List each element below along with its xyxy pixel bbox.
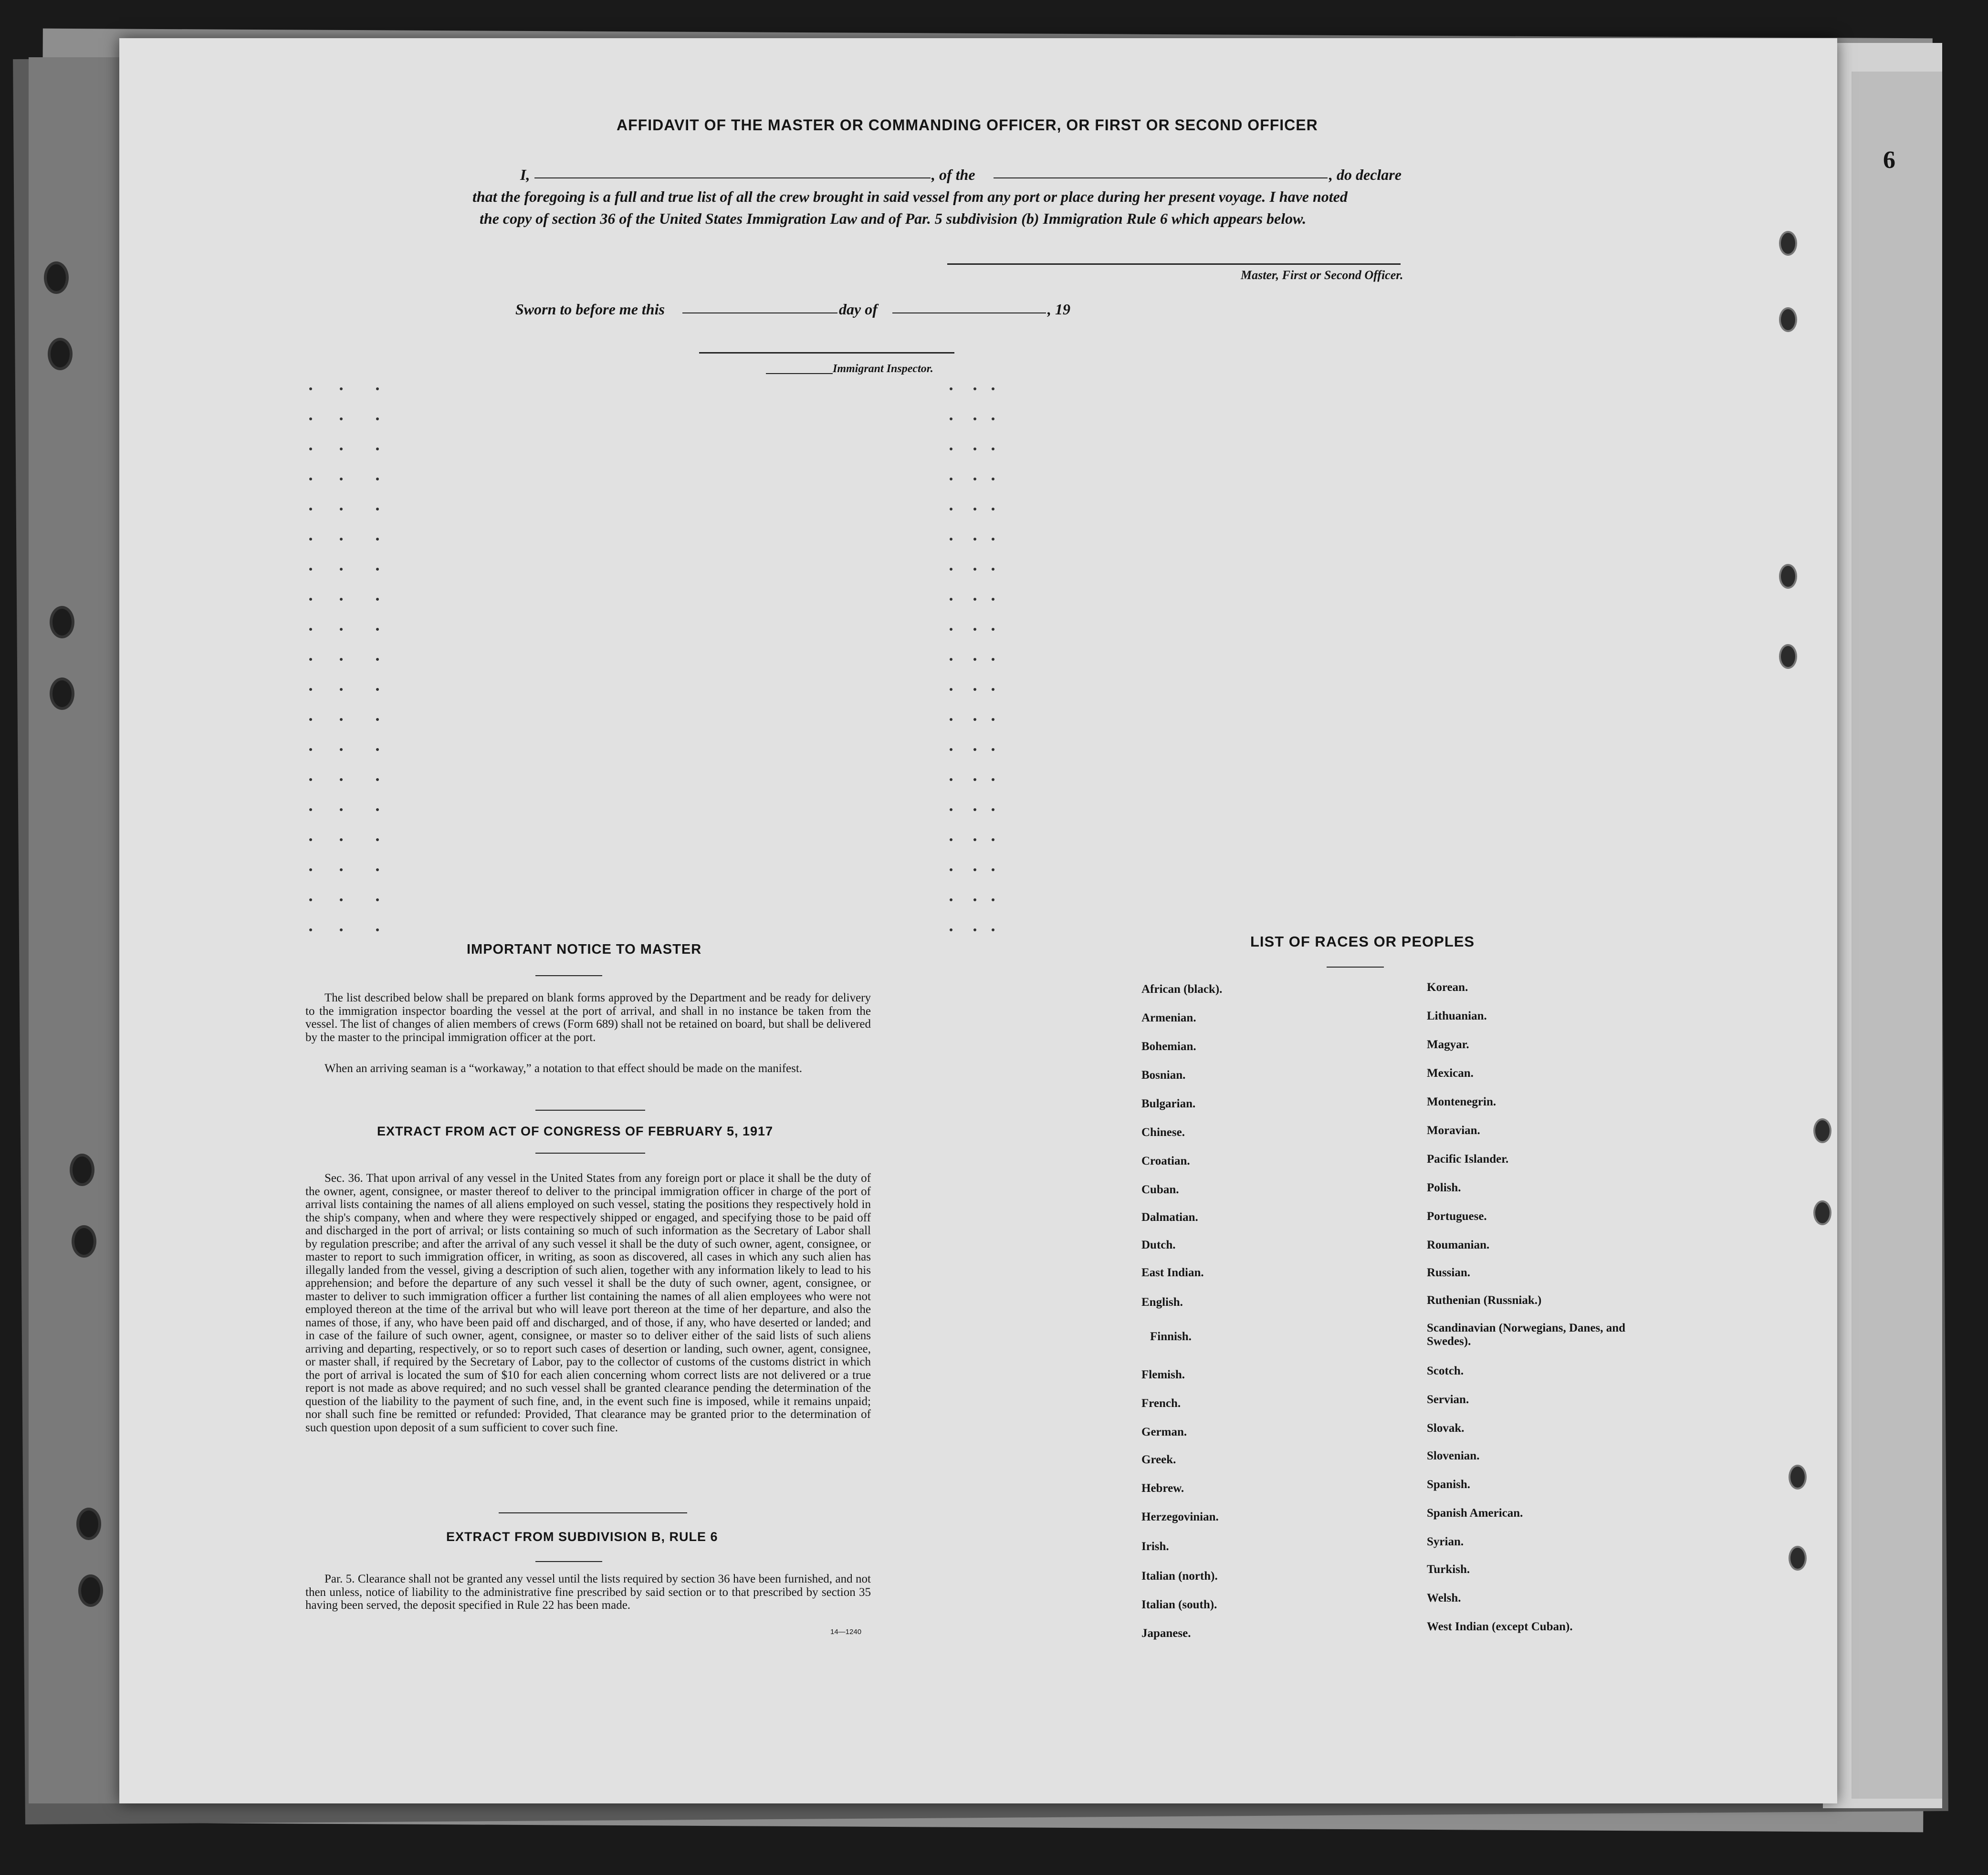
bleed-dot bbox=[309, 868, 312, 871]
bleed-dot bbox=[309, 808, 312, 811]
inspector-short-line bbox=[766, 373, 833, 374]
extract-act-text: Sec. 36. That upon arrival of any vessel in the United States from any foreign port or place it shall be the duty of the owner, agent, consignee, or master thereof to deliver to the principal immigration officer in charge of the port of arrival lists containing the names of all aliens employed on such vessel, stating the positions they respectively hold in the ship's company, when and where they were respectively shipped or engaged, and specifying those to be paid off and discharged in the port of arrival; or lists containing so much of such information as the Secretary of Labor shall by regulation prescribe; and after the arrival of any such vessel it shall be the duty of such owner, agent, consignee, or master to report to such immigration officer, in writing, as soon as discovered, all cases in which any such alien has illegally landed from the vessel, giving a description of such alien, together with any information likely to lead to his apprehension; and before the departure of any such vessel it shall be the duty of such owner, agent, consignee, or master to deliver to such immigration officer a further list containing the names of all alien employees who were not employed thereon at the time of the arrival but who will leave port thereon at the time of her departure, and also the names of those, if any, who have been paid off and discharged, and of those, if any, who have deserted or landed; and in case of the failure of such owner, agent, consignee, or master so to deliver either of the said lists of such aliens arriving and departing, respectively, or so to report such cases of desertion or landing, such owner, agent, consignee, or master shall, if required by the Secretary of Labor, pay to the collector of customs of the customs district in which the port of arrival is located the sum of $10 for each alien concerning whom correct lists are not delivered or a true report is not made as above required; and no such vessel shall be granted clearance pending the determination of the question of the liability to the payment of such fine, and, in the event such fine is imposed, while it remains unpaid; nor shall such fine be remitted or refunded: Provided, That clearance may be granted prior to the determination of such question upon deposit of a sum sufficient to cover such fine. bbox=[305, 1172, 871, 1434]
race-item: Slovak. bbox=[1427, 1422, 1465, 1435]
bleed-dot bbox=[992, 598, 994, 601]
section-divider bbox=[535, 1110, 645, 1111]
bleed-dot bbox=[973, 898, 976, 901]
affidavit-declare: , do declare bbox=[1329, 166, 1402, 183]
form-code: 14—1240 bbox=[830, 1628, 862, 1636]
race-item: Armenian. bbox=[1141, 1011, 1196, 1024]
signature-line bbox=[947, 263, 1401, 265]
bleed-dot bbox=[973, 448, 976, 450]
bleed-dot bbox=[950, 778, 952, 781]
races-title: LIST OF RACES OR PEOPLES bbox=[1250, 933, 1475, 950]
bleed-dot bbox=[340, 688, 343, 691]
bleed-dot bbox=[950, 718, 952, 721]
bleed-dot bbox=[309, 508, 312, 510]
notice-title: IMPORTANT NOTICE TO MASTER bbox=[467, 942, 702, 957]
bleed-dot bbox=[340, 628, 343, 631]
bleed-dot bbox=[950, 508, 952, 510]
race-item: Scandinavian (Norwegians, Danes, and Swedes). bbox=[1427, 1322, 1626, 1348]
race-item: West Indian (except Cuban). bbox=[1427, 1620, 1573, 1633]
binder-hole bbox=[1789, 1465, 1807, 1490]
binder-hole bbox=[76, 1508, 101, 1540]
race-item: Herzegovinian. bbox=[1141, 1510, 1219, 1523]
bleed-dot bbox=[992, 718, 994, 721]
bleed-dot bbox=[950, 478, 952, 480]
binder-hole bbox=[1789, 1546, 1807, 1571]
bleed-dot bbox=[376, 748, 379, 751]
bleed-dot bbox=[973, 808, 976, 811]
affidavit-title: AFFIDAVIT OF THE MASTER OR COMMANDING OFFICER, OR FIRST OR SECOND OFFICER bbox=[617, 116, 1318, 134]
bleed-dot bbox=[950, 568, 952, 571]
race-item: Cuban. bbox=[1141, 1183, 1179, 1196]
binder-hole bbox=[1779, 564, 1797, 589]
bleed-dot bbox=[309, 718, 312, 721]
races-divider bbox=[1327, 967, 1384, 968]
bleed-dot bbox=[992, 928, 994, 931]
bleed-dot bbox=[309, 598, 312, 601]
race-item: Spanish American. bbox=[1427, 1507, 1523, 1520]
bleed-dot bbox=[992, 688, 994, 691]
bleed-dot bbox=[376, 898, 379, 901]
bleed-dot bbox=[309, 838, 312, 841]
race-item: Ruthenian (Russniak.) bbox=[1427, 1294, 1542, 1307]
bleed-dot bbox=[340, 387, 343, 390]
binder-hole bbox=[70, 1154, 94, 1186]
bleed-dot bbox=[950, 868, 952, 871]
inspector-label: Immigrant Inspector. bbox=[833, 363, 933, 375]
bleed-dot bbox=[950, 628, 952, 631]
bleed-dot bbox=[376, 688, 379, 691]
day-blank-line bbox=[682, 312, 837, 313]
bleed-dot bbox=[950, 838, 952, 841]
bleed-dot bbox=[950, 448, 952, 450]
bleed-dot bbox=[340, 658, 343, 661]
bleed-dot bbox=[340, 508, 343, 510]
bleed-dot bbox=[376, 808, 379, 811]
race-item: Flemish. bbox=[1141, 1368, 1185, 1381]
race-item: English. bbox=[1141, 1296, 1183, 1309]
bleed-dot bbox=[340, 478, 343, 480]
race-item: Russian. bbox=[1427, 1266, 1471, 1279]
notice-paragraph-1: The list described below shall be prepared on blank forms approved by the Department and be ready for delivery to the immigration inspector boarding the vessel at the port of arrival, and shall in no instance be taken from the vessel. The list of changes of alien members of crews (Form 689) shall not be retained on board, but shall be delivered by the master to the principal immigration officer at the port. bbox=[305, 991, 871, 1044]
race-item: Pacific Islander. bbox=[1427, 1153, 1509, 1166]
race-item: Greek. bbox=[1141, 1453, 1176, 1466]
affidavit-of-the: , of the bbox=[931, 166, 975, 183]
bleed-dot bbox=[950, 808, 952, 811]
bleed-dot bbox=[950, 748, 952, 751]
bleed-dot bbox=[973, 568, 976, 571]
bleed-dot bbox=[973, 598, 976, 601]
extract-act-title: EXTRACT FROM ACT OF CONGRESS OF FEBRUARY 5, 1917 bbox=[377, 1124, 774, 1138]
bleed-dot bbox=[973, 838, 976, 841]
binder-hole bbox=[78, 1574, 103, 1607]
year-text: , 19 bbox=[1047, 301, 1070, 318]
section-divider bbox=[499, 1512, 687, 1513]
binder-hole bbox=[50, 606, 74, 638]
bleed-dot bbox=[950, 688, 952, 691]
race-item: Turkish. bbox=[1427, 1563, 1470, 1576]
bleed-dot bbox=[992, 808, 994, 811]
bleed-dot bbox=[340, 898, 343, 901]
race-item: Bohemian. bbox=[1141, 1040, 1196, 1053]
bleed-dot bbox=[309, 778, 312, 781]
bleed-dot bbox=[950, 898, 952, 901]
binder-hole bbox=[1813, 1118, 1831, 1143]
bleed-dot bbox=[309, 417, 312, 420]
binder-hole bbox=[44, 261, 69, 294]
bleed-dot bbox=[376, 417, 379, 420]
bleed-dot bbox=[309, 448, 312, 450]
race-item: Spanish. bbox=[1427, 1478, 1471, 1491]
race-item: Welsh. bbox=[1427, 1592, 1461, 1604]
extract-rule-title: EXTRACT FROM SUBDIVISION B, RULE 6 bbox=[446, 1530, 718, 1544]
race-item: Polish. bbox=[1427, 1181, 1461, 1194]
race-item: Korean. bbox=[1427, 981, 1468, 994]
race-item: Croatian. bbox=[1141, 1155, 1190, 1167]
extract-rule-text: Par. 5. Clearance shall not be granted any vessel until the lists required by section 36 have been furnished, and not then unless, notice of liability to the administrative fine prescribed by said section or to that prescribed by section 35 having been served, the deposit specified in Rule 22 has been made. bbox=[305, 1573, 871, 1612]
bleed-dot bbox=[973, 478, 976, 480]
race-item: Dalmatian. bbox=[1141, 1211, 1198, 1224]
bleed-dot bbox=[376, 838, 379, 841]
bleed-dot bbox=[973, 417, 976, 420]
underlying-page bbox=[1852, 72, 1942, 1799]
bleed-dot bbox=[376, 628, 379, 631]
bleed-dot bbox=[376, 868, 379, 871]
race-item: Lithuanian. bbox=[1427, 1010, 1487, 1022]
bleed-dot bbox=[309, 538, 312, 541]
race-item: Scotch. bbox=[1427, 1365, 1464, 1377]
bleed-dot bbox=[340, 598, 343, 601]
section-divider bbox=[535, 1153, 645, 1154]
vessel-blank-line bbox=[994, 177, 1328, 178]
bleed-dot bbox=[309, 568, 312, 571]
race-item: African (black). bbox=[1141, 983, 1223, 996]
bleed-dot bbox=[992, 538, 994, 541]
bleed-dot bbox=[950, 928, 952, 931]
bleed-dot bbox=[992, 387, 994, 390]
bleed-dot bbox=[309, 928, 312, 931]
inspector-signature-line bbox=[699, 352, 954, 354]
bleed-dot bbox=[950, 387, 952, 390]
notice-divider bbox=[535, 975, 602, 976]
bleed-dot bbox=[973, 658, 976, 661]
document-page bbox=[119, 38, 1837, 1803]
race-item: Portuguese. bbox=[1427, 1210, 1487, 1223]
bleed-dot bbox=[340, 718, 343, 721]
bleed-dot bbox=[992, 748, 994, 751]
race-item: East Indian. bbox=[1141, 1266, 1204, 1279]
bleed-dot bbox=[340, 417, 343, 420]
race-item: Japanese. bbox=[1141, 1627, 1191, 1640]
race-item: Roumanian. bbox=[1427, 1239, 1490, 1251]
bleed-dot bbox=[992, 478, 994, 480]
bleed-dot bbox=[973, 928, 976, 931]
bleed-dot bbox=[340, 568, 343, 571]
name-blank-line bbox=[534, 177, 931, 178]
bleed-dot bbox=[309, 478, 312, 480]
race-item: Moravian. bbox=[1427, 1124, 1480, 1137]
race-item: Dutch. bbox=[1141, 1239, 1176, 1251]
bleed-dot bbox=[340, 448, 343, 450]
race-item: Slovenian. bbox=[1427, 1449, 1480, 1462]
day-of-text: day of bbox=[839, 301, 878, 318]
race-item: Finnish. bbox=[1150, 1330, 1192, 1343]
bleed-dot bbox=[992, 568, 994, 571]
bleed-dot bbox=[992, 448, 994, 450]
binder-hole bbox=[48, 338, 73, 370]
bleed-dot bbox=[376, 568, 379, 571]
binder-hole bbox=[1779, 231, 1797, 256]
sworn-text: Sworn to before me this bbox=[515, 301, 665, 318]
bleed-dot bbox=[376, 538, 379, 541]
page-number: 6 bbox=[1883, 146, 1895, 174]
binder-hole bbox=[1813, 1200, 1831, 1225]
affidavit-statement-line1: that the foregoing is a full and true list of all the crew brought in said vessel from any port or place during her present voyage. I have noted bbox=[472, 188, 1348, 205]
bleed-dot bbox=[340, 808, 343, 811]
signature-label: Master, First or Second Officer. bbox=[1241, 268, 1403, 282]
bleed-dot bbox=[340, 748, 343, 751]
race-item: Bosnian. bbox=[1141, 1069, 1186, 1082]
race-item: German. bbox=[1141, 1426, 1187, 1438]
bleed-dot bbox=[973, 688, 976, 691]
binder-hole bbox=[1779, 307, 1797, 332]
bleed-dot bbox=[950, 538, 952, 541]
race-item: Bulgarian. bbox=[1141, 1097, 1196, 1110]
bleed-dot bbox=[973, 538, 976, 541]
bleed-dot bbox=[992, 838, 994, 841]
bleed-dot bbox=[950, 417, 952, 420]
bleed-dot bbox=[973, 628, 976, 631]
bleed-dot bbox=[376, 387, 379, 390]
race-item: Chinese. bbox=[1141, 1126, 1185, 1139]
race-item: Servian. bbox=[1427, 1393, 1469, 1406]
bleed-dot bbox=[340, 928, 343, 931]
binder-hole bbox=[50, 677, 74, 710]
bleed-dot bbox=[950, 658, 952, 661]
bleed-dot bbox=[309, 387, 312, 390]
bleed-dot bbox=[973, 508, 976, 510]
race-item: French. bbox=[1141, 1397, 1181, 1410]
bleed-dot bbox=[973, 748, 976, 751]
bleed-dot bbox=[309, 658, 312, 661]
race-item: Mexican. bbox=[1427, 1067, 1474, 1080]
bleed-dot bbox=[340, 868, 343, 871]
notice-paragraph-2: When an arriving seaman is a “workaway,” a notation to that effect should be made on the manifest. bbox=[324, 1062, 803, 1075]
bleed-dot bbox=[992, 868, 994, 871]
bleed-dot bbox=[376, 478, 379, 480]
race-item: Syrian. bbox=[1427, 1535, 1464, 1548]
bleed-dot bbox=[973, 868, 976, 871]
bleed-dot bbox=[992, 778, 994, 781]
binder-edge bbox=[29, 57, 124, 1803]
affidavit-i: I, bbox=[520, 166, 530, 183]
bleed-dot bbox=[309, 628, 312, 631]
bleed-dot bbox=[309, 688, 312, 691]
bleed-dot bbox=[376, 448, 379, 450]
race-item: Hebrew. bbox=[1141, 1482, 1184, 1495]
race-item: Italian (south). bbox=[1141, 1598, 1217, 1611]
bleed-dot bbox=[992, 658, 994, 661]
bleed-dot bbox=[376, 928, 379, 931]
bleed-dot bbox=[309, 898, 312, 901]
bleed-dot bbox=[973, 718, 976, 721]
race-item: Magyar. bbox=[1427, 1038, 1469, 1051]
race-item: Italian (north). bbox=[1141, 1570, 1218, 1583]
bleed-dot bbox=[340, 538, 343, 541]
binder-hole bbox=[72, 1225, 96, 1258]
bleed-dot bbox=[973, 778, 976, 781]
section-divider bbox=[535, 1561, 602, 1562]
bleed-dot bbox=[992, 628, 994, 631]
bleed-dot bbox=[376, 778, 379, 781]
bleed-dot bbox=[992, 898, 994, 901]
bleed-dot bbox=[992, 417, 994, 420]
bleed-dot bbox=[992, 508, 994, 510]
bleed-dot bbox=[309, 748, 312, 751]
binder-hole bbox=[1779, 644, 1797, 669]
affidavit-statement-line2: the copy of section 36 of the United States Immigration Law and of Par. 5 subdivision (b) Immigration Rule 6 which appears below. bbox=[480, 210, 1307, 227]
bleed-dot bbox=[340, 778, 343, 781]
bleed-dot bbox=[340, 838, 343, 841]
bleed-dot bbox=[376, 718, 379, 721]
month-blank-line bbox=[892, 312, 1046, 313]
bleed-dot bbox=[973, 387, 976, 390]
bleed-dot bbox=[376, 598, 379, 601]
bleed-dot bbox=[376, 508, 379, 510]
bleed-dot bbox=[950, 598, 952, 601]
race-item: Montenegrin. bbox=[1427, 1095, 1496, 1108]
bleed-dot bbox=[376, 658, 379, 661]
race-item: Irish. bbox=[1141, 1540, 1169, 1553]
